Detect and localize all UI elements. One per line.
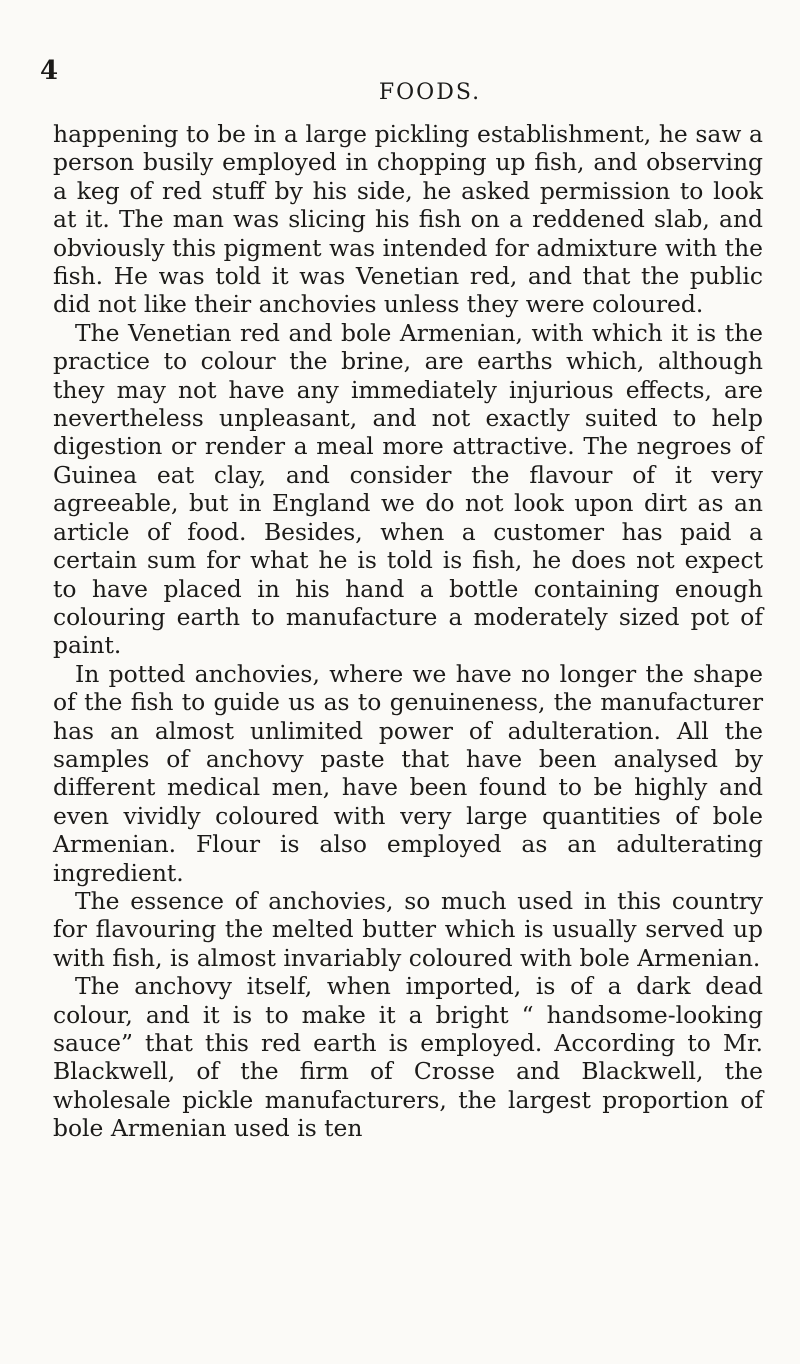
running-head: FOODS. xyxy=(378,80,482,105)
paragraph-continued: happening to be in a large pickling establishment, he saw a person busily employed in chopping up fish, and observing a keg of red stuff by his side, he asked permission to look at it. The man was slicing his fish on a reddened slab, and obviously this pigment was intended for admixture with the fish. He was told it was Venetian red, and that the public did not like their anchovies unless they were coloured. xyxy=(53,120,763,319)
paragraph-potted-anchovies: In potted anchovies, where we have no longer the shape of the fish to guide us as to genuineness, the manufacturer has an almost unlimited power of adulteration. All the samples of anchovy paste that have been analysed by different medical men, have been found to be highly and even vividly coloured with very large quantities of bole Armenian. Flour is also employed as an adulterating ingredient. xyxy=(53,659,763,887)
paragraph-essence-of-anchovies: The essence of anchovies, so much used in this country for flavouring the melted butter which is usually served up with fish, is almost invariably coloured with bole Armenian. xyxy=(53,886,763,972)
body-text xyxy=(53,120,763,1143)
page-number: 4 xyxy=(40,56,59,86)
paragraph-venetian-red: The Venetian red and bole Armenian, with which it is the practice to colour the brine, are earths which, although they may not have any immediately injurious effects, are nevertheless unpleasant, and not exactly suited to help digestion or render a meal more attractive. The negroes of Guinea eat clay, and consider the flavour of it very agreeable, but in England we do not look upon dirt as an article of food. Besides, when a customer has paid a certain sum for what he is told is fish, he does not expect to have placed in his hand a bottle containing enough colouring earth to manufacture a moderately sized pot of paint. xyxy=(53,318,763,660)
paragraph-anchovy-colour: The anchovy itself, when imported, is of a dark dead colour, and it is to make it a bright “ handsome-looking sauce” that this red earth is employed. According to Mr. Blackwell, of the firm of Crosse and Blackwell, the wholesale pickle manufacturers, the largest proportion of bole Armenian used is ten xyxy=(53,972,763,1143)
